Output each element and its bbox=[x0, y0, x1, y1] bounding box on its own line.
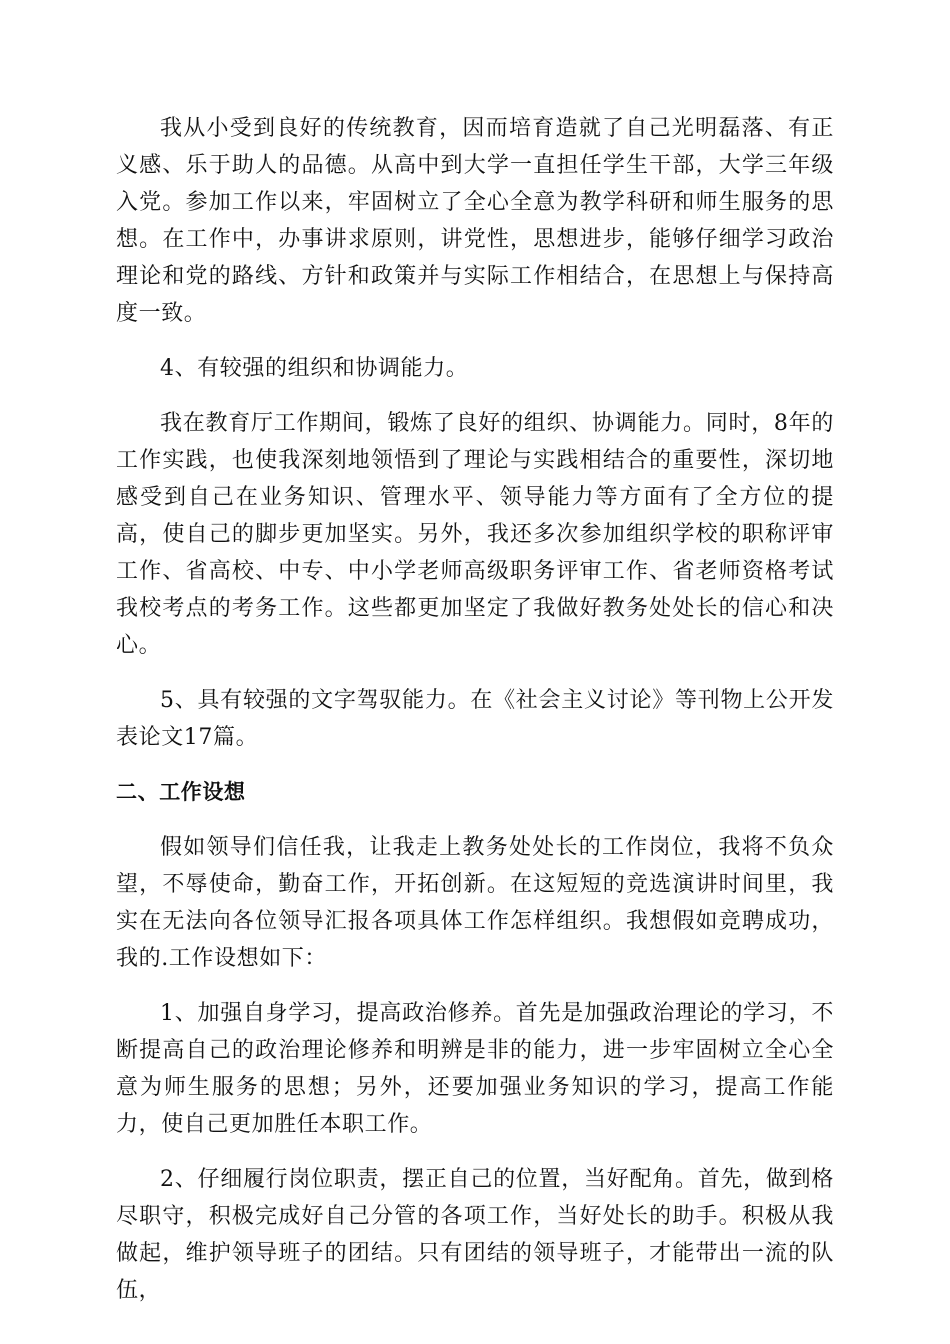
paragraph-upbringing: 我从小受到良好的传统教育，因而培育造就了自己光明磊落、有正义感、乐于助人的品德。从高中到大学一直担任学生干部，大学三年级入党。参加工作以来，牢固树立了全心全意为教学科研和师生服务的思想。在工作中，办事讲求原则，讲党性，思想进步，能够仔细学习政治理论和党的路线、方针和政策并与实际工作相结合，在思想上与保持高度一致。 bbox=[116, 116, 834, 326]
paragraph-plan-1: 1、加强自身学习，提高政治修养。首先是加强政治理论的学习，不断提高自己的政治理论修养和明辨是非的能力，进一步牢固树立全心全意为师生服务的思想；另外，还要加强业务知识的学习，提高工作能力，使自己更加胜任本职工作。 bbox=[116, 1001, 834, 1137]
paragraph-experience: 我在教育厅工作期间，锻炼了良好的组织、协调能力。同时，8年的工作实践，也使我深刻地领悟到了理论与实践相结合的重要性，深切地感受到自己在业务知识、管理水平、领导能力等方面有了全方位的提高，使自己的脚步更加坚实。另外，我还多次参加组织学校的职称评审工作、省高校、中专、中小学老师高级职务评审工作、省老师资格考试我校考点的考务工作。这些都更加坚定了我做好教务处处长的信心和决心。 bbox=[116, 411, 834, 658]
section-heading-work-plan: 二、工作设想 bbox=[116, 780, 246, 804]
document-body bbox=[116, 110, 834, 1327]
paragraph-point-5: 5、具有较强的文字驾驭能力。在《社会主义讨论》等刊物上公开发表论文17篇。 bbox=[116, 688, 834, 750]
paragraph-plan-2: 2、仔细履行岗位职责，摆正自己的位置，当好配角。首先，做到格尽职守，积极完成好自己分管的各项工作，当好处长的助手。积极从我做起，维护领导班子的团结。只有团结的领导班子，才能带出一流的队伍， bbox=[116, 1167, 834, 1303]
paragraph-plan-intro: 假如领导们信任我，让我走上教务处处长的工作岗位，我将不负众望，不辱使命，勤奋工作，开拓创新。在这短短的竞选演讲时间里，我实在无法向各位领导汇报各项具体工作怎样组织。我想假如竞聘成功，我的.工作设想如下： bbox=[116, 835, 834, 971]
paragraph-point-4: 4、有较强的组织和协调能力。 bbox=[160, 356, 469, 381]
